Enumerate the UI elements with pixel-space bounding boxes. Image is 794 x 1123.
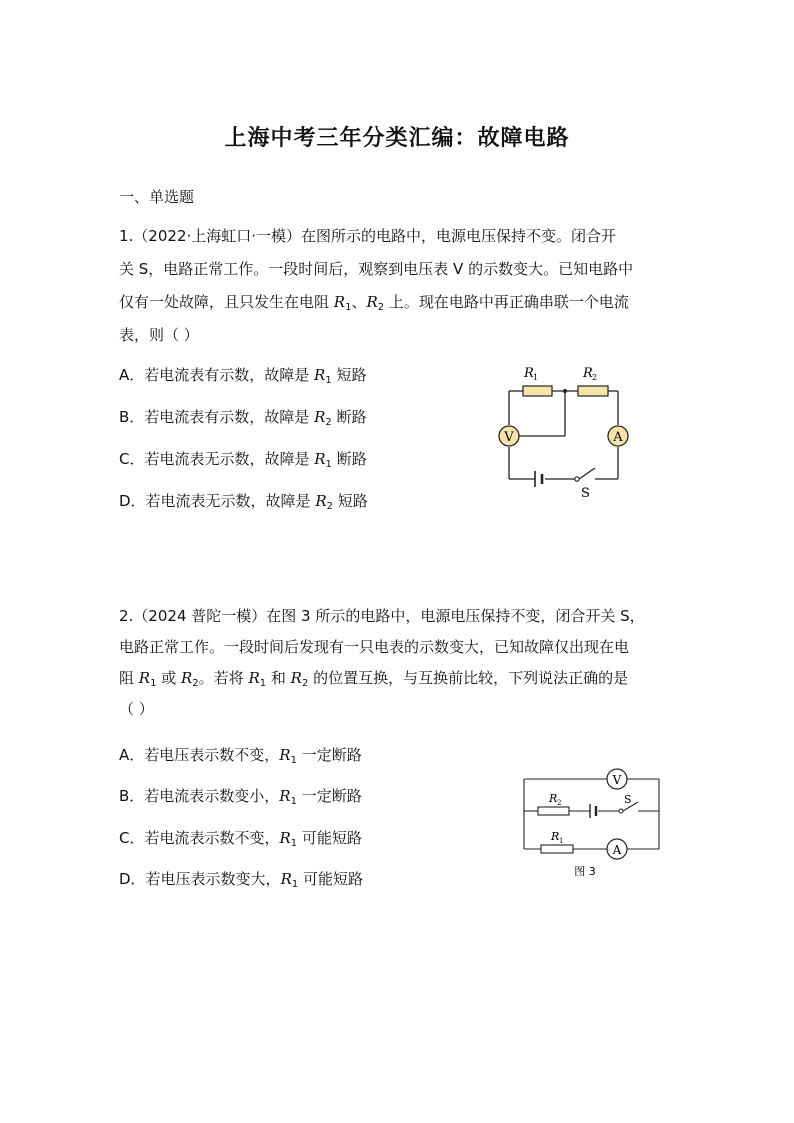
- r1-label-fig3: R: [551, 830, 560, 843]
- r2-label-fig3: R: [549, 792, 558, 805]
- q2-line-1: 2.（2024 普陀一模）在图 3 所示的电路中，电源电压保持不变，闭合开关 S，: [119, 607, 645, 625]
- r1-sub-fig3: 1: [559, 837, 564, 845]
- r2-sub: 2: [592, 373, 598, 382]
- figure-3-caption: 图 3: [574, 865, 596, 878]
- q1-option-d[interactable]: D．若电流表无示数，故障是 $R_2$ 短路: [119, 492, 368, 512]
- resistor-r2-fig3: [538, 807, 569, 815]
- r2-label: R: [583, 366, 593, 381]
- voltmeter-label-fig3: V: [612, 773, 622, 787]
- q2-circuit-diagram: [515, 763, 665, 881]
- q1-line-4: 表，则（ ）: [119, 326, 199, 344]
- resistor-r2: [578, 386, 608, 396]
- ammeter-label-fig3: A: [612, 843, 622, 857]
- junction-dot: [563, 389, 567, 393]
- q1-line-1: 1.（2022·上海虹口·一模）在图所示的电路中，电源电压保持不变。闭合开: [119, 227, 617, 245]
- r1-label: R: [524, 366, 534, 381]
- q1-option-a[interactable]: A．若电流表有示数，故障是 $R_1$ 短路: [119, 366, 367, 386]
- switch-label-fig3: S: [624, 793, 632, 806]
- resistor-r1: [523, 386, 552, 396]
- r1-sub: 1: [533, 373, 539, 382]
- switch-contact: [575, 477, 579, 481]
- voltmeter-label: V: [504, 430, 514, 445]
- resistor-r1-fig3: [541, 845, 573, 853]
- q2-line-4: （ ）: [119, 700, 154, 718]
- page-title: 上海中考三年分类汇编：故障电路: [224, 126, 570, 151]
- q2-option-c[interactable]: C．若电流表示数不变，$R_1$ 可能短路: [119, 829, 362, 849]
- q2-line-2: 电路正常工作。一段时间后发现有一只电表的示数变大，已知故障仅出现在电: [119, 638, 630, 656]
- switch-contact-fig3: [619, 809, 623, 813]
- ammeter-label: A: [613, 430, 623, 445]
- r2-sub-fig3: 2: [557, 799, 562, 807]
- q2-line-3: 阻 $R_1$ 或 $R_2$。若将 $R_1$ 和 $R_2$ 的位置互换，与互换前比较，下列说法正确的是: [119, 669, 629, 689]
- q1-option-c[interactable]: C．若电流表无示数，故障是 $R_1$ 断路: [119, 450, 367, 470]
- q2-option-a[interactable]: A．若电压表示数不变，$R_1$ 一定断路: [119, 746, 362, 766]
- switch-label: S: [581, 486, 590, 501]
- q1-line-3: 仅有一处故障，且只发生在电阻 $R_1$、$R_2$ 上。现在电路中再正确串联一个电流: [119, 293, 629, 313]
- q2-option-b[interactable]: B．若电流表示数变小，$R_1$ 一定断路: [119, 787, 362, 807]
- section-heading: 一、单选题: [119, 188, 195, 206]
- q2-option-d[interactable]: D．若电压表示数变大，$R_1$ 可能短路: [119, 870, 364, 890]
- q1-circuit-diagram: [495, 355, 645, 505]
- q1-line-2: 关 S，电路正常工作。一段时间后，观察到电压表 V 的示数变大。已知电路中: [119, 260, 634, 278]
- q1-option-b[interactable]: B．若电流表有示数，故障是 $R_2$ 断路: [119, 408, 367, 428]
